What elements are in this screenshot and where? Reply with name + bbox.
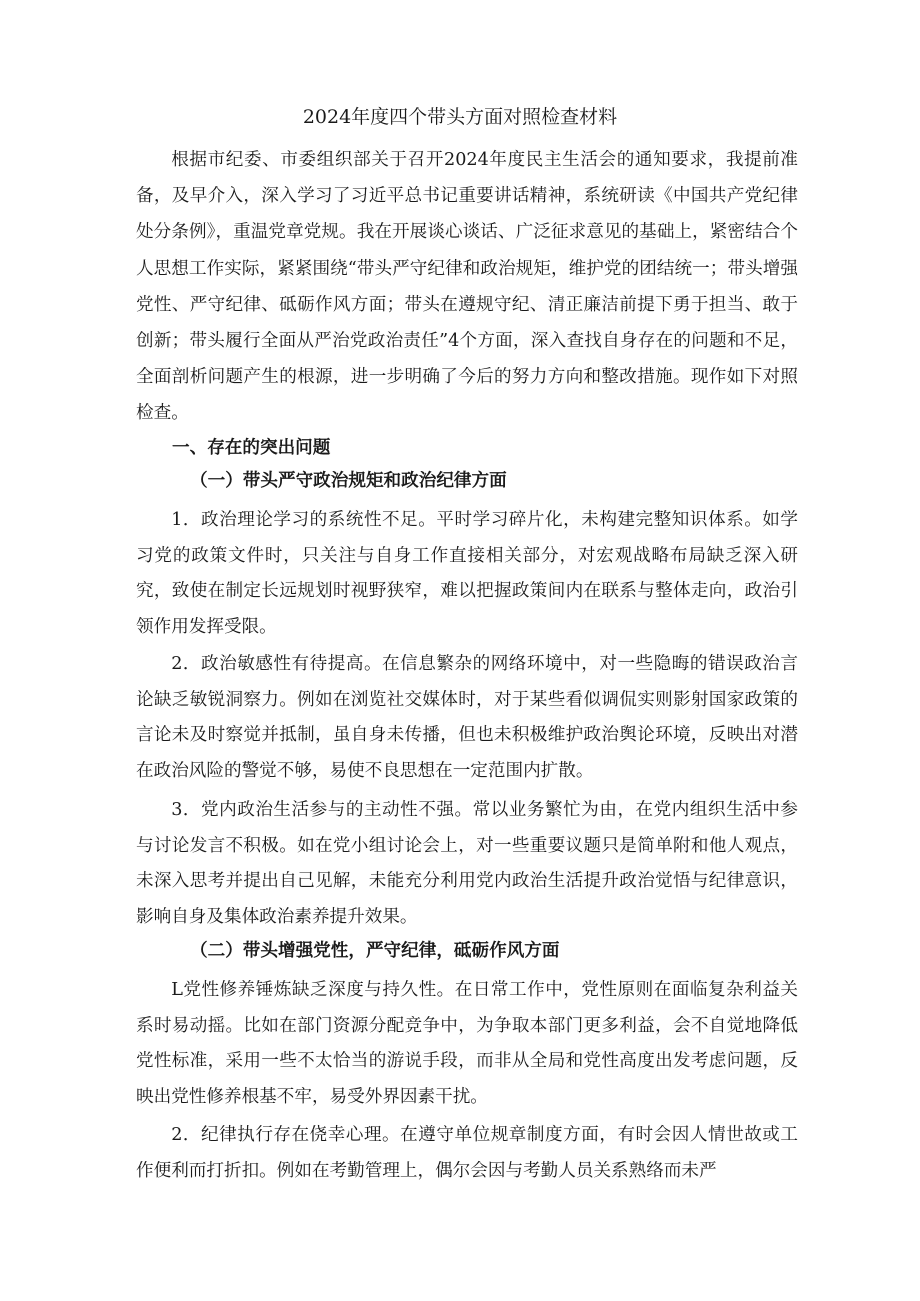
list-item-political-sensitivity: 2．政治敏感性有待提高。在信息繁杂的网络环境中，对一些隐晦的错误政治言论缺乏敏锐洞察力。例如在浏览社交媒体时，对于某些看似调侃实则影射国家政策的言论未及时察觉并抵制，虽自身未传播，但也未积极维护政治舆论环境，反映出对潜在政治风险的警觉不够，易使不良思想在一定范围内扩散。 [136, 654, 798, 781]
document-title: 2024年度四个带头方面对照检查材料 [302, 106, 618, 128]
subsection-heading-party-spirit: （二）带头增强党性，严守纪律，砥砺作风方面 [190, 941, 560, 961]
list-item-discipline-execution: 2．纪律执行存在侥幸心理。在遵守单位规章制度方面，有时会因人情世故或工作便利而打折扣。例如在考勤管理上，偶尔会因与考勤人员关系熟络而未严 [136, 1125, 798, 1181]
section-heading-problems: 一、存在的突出问题 [172, 438, 331, 458]
intro-paragraph: 根据市纪委、市委组织部关于召开2024年度民主生活会的通知要求，我提前准备，及早介入，深入学习了习近平总书记重要讲话精神，系统研读《中国共产党纪律处分条例》，重温党章党规。我在开展谈心谈话、广泛征求意见的基础上，紧密结合个人思想工作实际，紧紧围绕“带头严守纪律和政治规矩，维护党的团结统一；带头增强党性、严守纪律、砥砺作风方面；带头在遵规守纪、清正廉洁前提下勇于担当、敢于创新；带头履行全面从严治党政治责任”4个方面，深入查找自身存在的问题和不足，全面剖析问题产生的根源，进一步明确了今后的努力方向和整改措施。现作如下对照检查。 [136, 150, 798, 424]
list-item-party-cultivation: L党性修养锤炼缺乏深度与持久性。在日常工作中，党性原则在面临复杂利益关系时易动摇。比如在部门资源分配竞争中，为争取本部门更多利益，会不自觉地降低党性标准，采用一些不太恰当的游说手段，而非从全局和党性高度出发考虑问题，反映出党性修养根基不牢，易受外界因素干扰。 [136, 980, 798, 1107]
subsection-heading-political-rules: （一）带头严守政治规矩和政治纪律方面 [190, 471, 507, 491]
list-item-party-life-participation: 3．党内政治生活参与的主动性不强。常以业务繁忙为由，在党内组织生活中参与讨论发言不积极。如在党小组讨论会上，对一些重要议题只是简单附和他人观点，未深入思考并提出自己见解，未能充分利用党内政治生活提升政治觉悟与纪律意识，影响自身及集体政治素养提升效果。 [136, 800, 798, 927]
list-item-theory-study: 1．政治理论学习的系统性不足。平时学习碎片化，未构建完整知识体系。如学习党的政策文件时，只关注与自身工作直接相关部分，对宏观战略布局缺乏深入研究，致使在制定长远规划时视野狭窄，难以把握政策间内在联系与整体走向，政治引领作用发挥受限。 [136, 510, 798, 637]
